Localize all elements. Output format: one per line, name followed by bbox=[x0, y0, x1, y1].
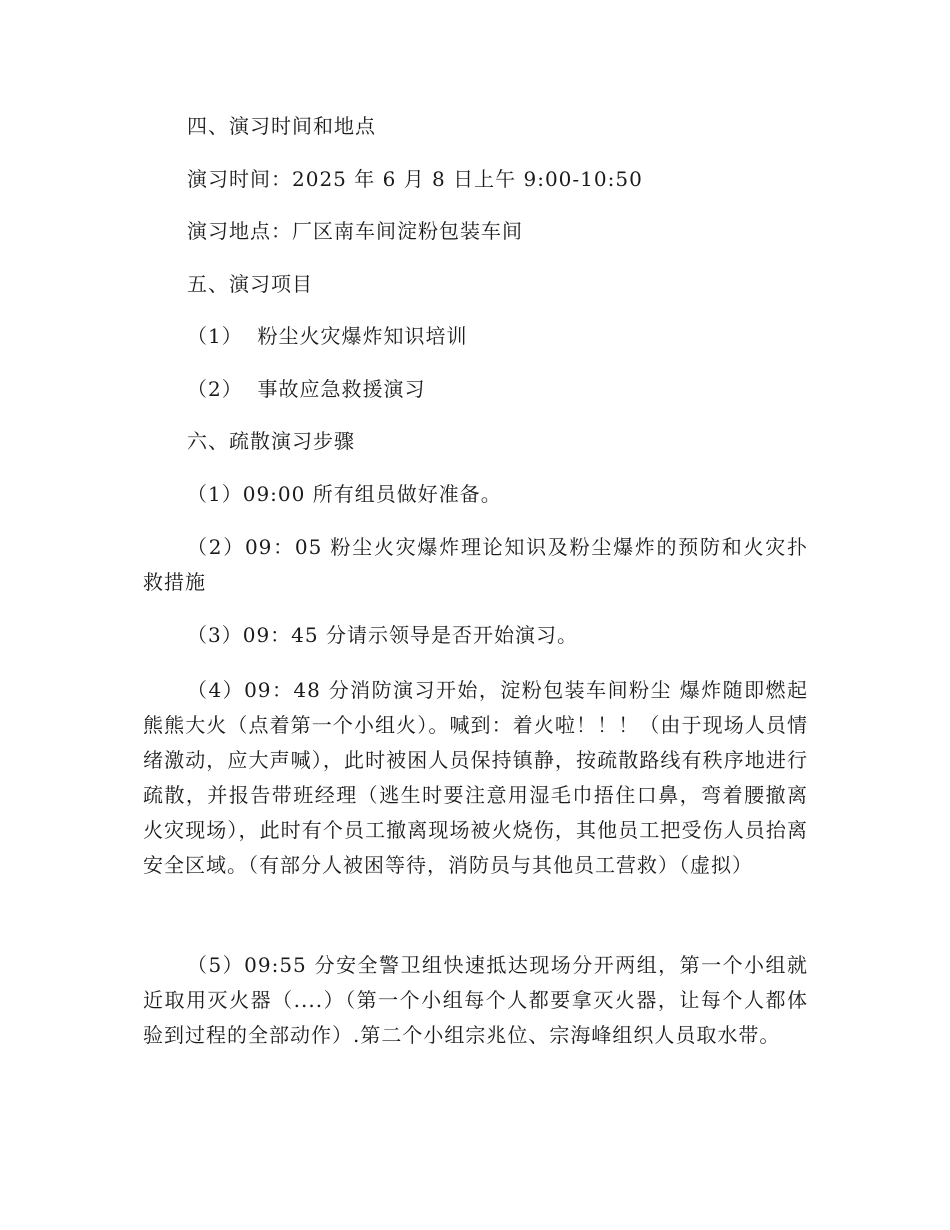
drill-time: 演习时间：2025 年 6 月 8 日上午 9:00-10:50 bbox=[187, 167, 643, 191]
section-4-heading: 四、演习时间和地点 bbox=[187, 114, 376, 138]
drill-item: （1） 粉尘火灾爆炸知识培训 bbox=[187, 324, 468, 348]
section-6-heading: 六、疏散演习步骤 bbox=[187, 429, 355, 453]
drill-location: 演习地点：厂区南车间淀粉包装车间 bbox=[187, 219, 523, 243]
section-5-heading: 五、演习项目 bbox=[187, 272, 313, 296]
evacuation-step: （3）09：45 分请示领导是否开始演习。 bbox=[187, 623, 578, 647]
evacuation-step: （4）09：48 分消防演习开始，淀粉包装车间粉尘 爆炸随即燃起熊熊大火（点着第一个小组火）。喊到：着火啦！！！（由于现场人员情绪激动，应大声喊），此时被困人员保持镇静，按疏散路线有秩序地进行疏散，并报告带班经理（逃生时要注意用湿毛巾捂住口鼻，弯着腰撤离火灾现场），此时有个员工撤离现场被火烧伤，其他员工把受伤人员抬离安全区域。（有部分人被困等待，消防员与其他员工营救）（虚拟） bbox=[143, 678, 808, 877]
evacuation-step: （5）09:55 分安全警卫组快速抵达现场分开两组，第一个小组就近取用灭火器（....）（第一个小组每个人都要拿灭火器，让每个人都体验到过程的全部动作）.第二个小组宗兆位、宗海峰组织人员取水带。 bbox=[143, 953, 808, 1047]
evacuation-step: （2）09：05 粉尘火灾爆炸理论知识及粉尘爆炸的预防和火灾扑救措施 bbox=[143, 535, 808, 594]
evacuation-step: （1）09:00 所有组员做好准备。 bbox=[187, 482, 502, 506]
drill-item: （2） 事故应急救援演习 bbox=[187, 377, 426, 401]
